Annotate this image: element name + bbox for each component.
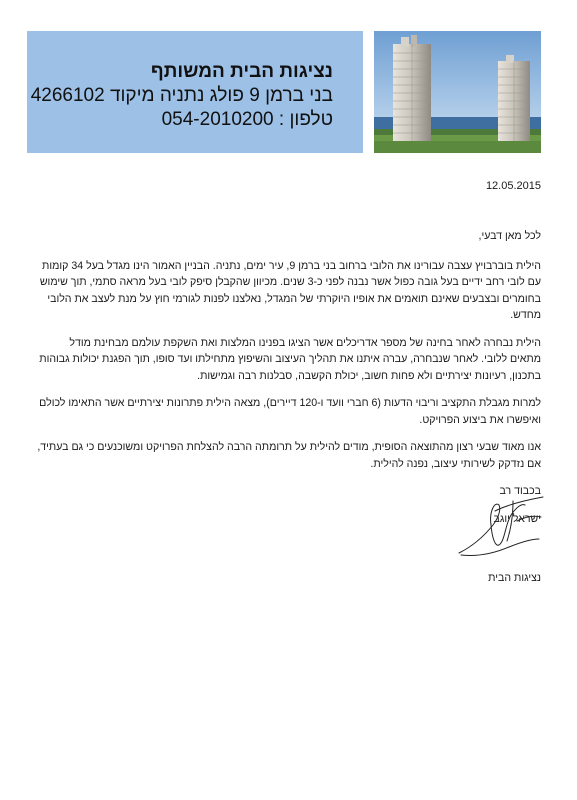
building-towers-photo	[374, 31, 541, 153]
letter-paragraph-3: למרות מגבלת התקציב וריבוי הדעות (6 חברי וועד ו-120 דיירים), מצאה הילית פתרונות יצירתיים אשר התאימו לכולם ואיפשרו את ביצוע הפרויקט.	[39, 397, 541, 426]
letter-paragraph-4: אנו מאוד שבעי רצון מהתוצאה הסופית, מודים להילית על תרומתה הרבה להצלחת הפרויקט ומשוכנעים כי גם בעתיד, אם נזדקק לשירותי עיצוב, נפנה להילית.	[37, 441, 541, 470]
letter-footer: נציגות הבית	[488, 572, 541, 584]
header-phone: טלפון : 054-2010200	[161, 109, 333, 130]
handwritten-signature	[455, 495, 547, 561]
header-title: נציגות הבית המשותף	[150, 61, 333, 82]
header-box	[27, 31, 363, 153]
letter-closing: בכבוד רב	[499, 485, 541, 497]
letter-date: 12.05.2015	[485, 180, 541, 192]
letter-paragraph-2: הילית נבחרה לאחר בחינה של מספר אדריכלים אשר הציגו בפנינו המלצות ואת השקפת עולמם מבחינת מודל מתאים ללובי. לאחר שנבחרה, עברה איתנו את תהליך העיצוב והשיפוץ מתחילתו ועד סופו, תוך הפגנת יכולות גבוהות בתכנון, רעיונות יצירתיים ולא פחות חשוב, יכולת הקשבה, סבלנות רבה וגמישות.	[39, 336, 541, 382]
letter-paragraph-1: הילית בוברבויץ עצבה עבורינו את הלובי ברחוב בני ברמן 9, עיר ימים, נתניה. הבניין האמור הינו מגדל בעל 34 קומות עם לובי רחב ידיים בעל גובה כפול אשר נבנה לפני כ-3 שנים. מכיוון שהקבלן סיפק לובי בעל מראה סתמי, תוך שימוש בחומרים ובצבעים שאינם תואמים את אופיו היוקרתי של המגדל, נאלצנו לפנות לגורמי חוץ על מנת לעצב את הלובי מחדש.	[39, 259, 541, 321]
header-address: בני ברמן 9 פולג נתניה מיקוד 4266102	[30, 85, 333, 106]
letter-greeting: לכל מאן דבעי,	[478, 230, 541, 242]
letter-signer: ישראל יוגב	[493, 512, 541, 525]
letter-body	[36, 228, 541, 538]
